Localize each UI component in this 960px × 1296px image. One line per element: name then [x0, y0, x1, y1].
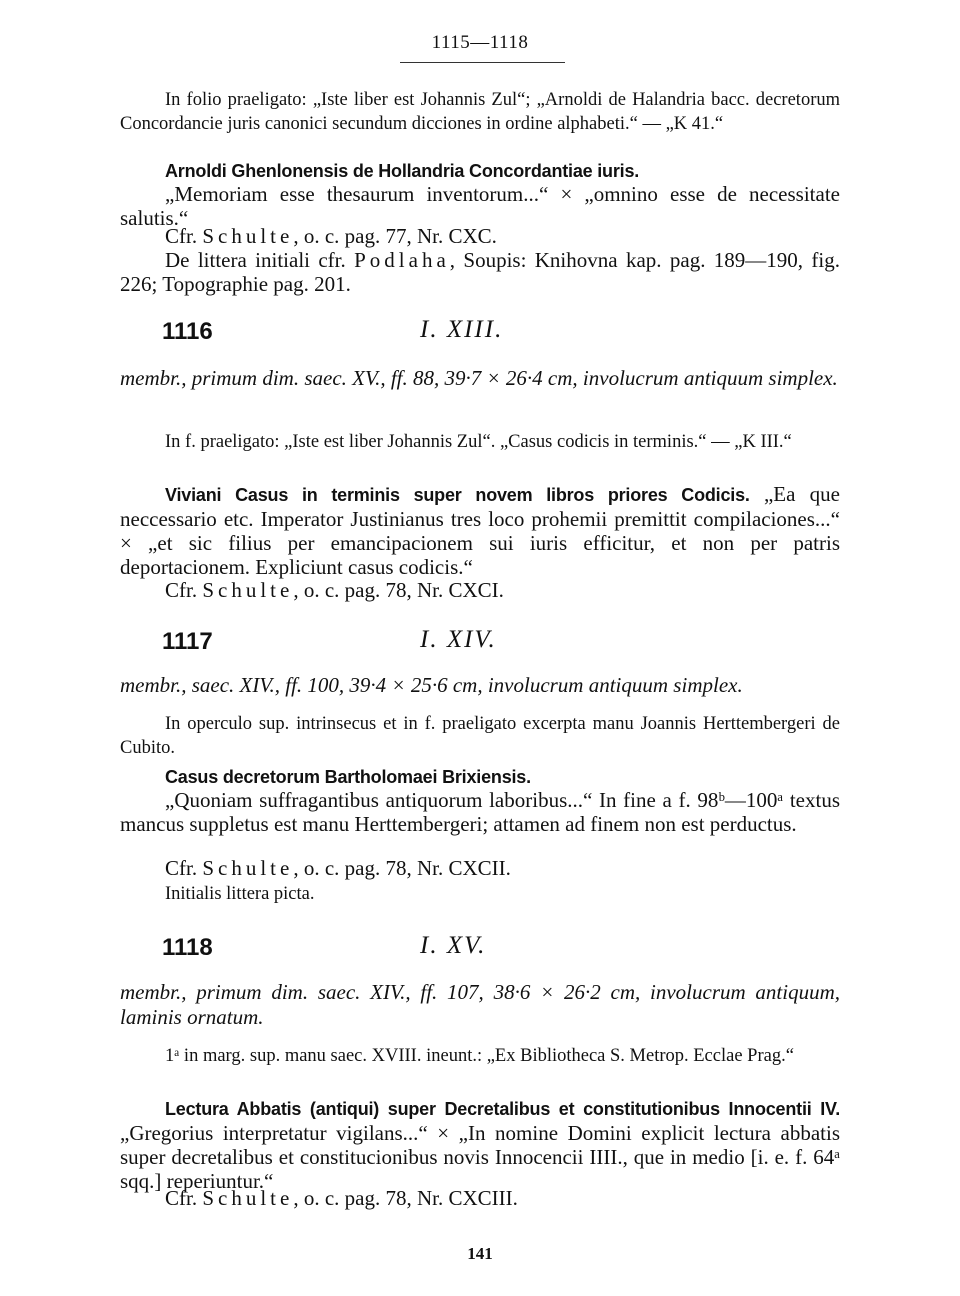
- entry-1117-cfr: [120, 856, 840, 880]
- entry-1117-note: In operculo sup. intrinsecus et in f. praeligato excerpta manu Joannis Herttembergeri de Cubito.: [120, 714, 840, 758]
- entry-1116-note: In f. praeligato: „Iste est liber Johannis Zul“. „Casus codicis in terminis.“ — „K III.“: [165, 432, 792, 452]
- entry-1116-text: [120, 482, 840, 579]
- entry-1117-description: membr., saec. XIV., ff. 100, 39·4 × 25·6 cm, involucrum antiquum simplex.: [120, 673, 743, 697]
- cfr-reference: , o. c. pag. 78, Nr. CXCI.: [293, 578, 504, 602]
- entry-1117-signature: I. XIV.: [420, 626, 497, 653]
- cfr-label: Cfr.: [165, 578, 198, 602]
- entry-1118-number: 1118: [162, 934, 213, 961]
- cfr-author: Schulte: [202, 856, 294, 880]
- page-header: 1115—1118: [431, 32, 529, 53]
- entry-1117-initial-note: Initialis littera picta.: [165, 884, 315, 904]
- cfr-label: Cfr.: [165, 856, 198, 880]
- entry-1118-cfr: [120, 1186, 840, 1210]
- cfr-reference: , o. c. pag. 78, Nr. CXCIII.: [293, 1186, 518, 1210]
- entry-1118-text: [120, 1096, 840, 1193]
- initial-label: De littera initiali cfr.: [165, 248, 346, 272]
- cfr-reference: , o. c. pag. 77, Nr. CXC.: [293, 224, 497, 248]
- entry-1115-note: In folio praeligato: „Iste liber est Johannis Zul“; „Arnoldi de Halandria bacc. decretorum Concordancie juris canonici secundum dicciones in ordine alphabeti.“ — „K 41.“: [120, 90, 840, 134]
- entry-1116-signature: I. XIII.: [420, 316, 504, 343]
- entry-1118-note: 1ᵃ in marg. sup. manu saec. XVIII. ineunt.: „Ex Bibliotheca S. Metrop. Ecclae Prag.“: [165, 1046, 794, 1066]
- entry-1116-number: 1116: [162, 318, 213, 345]
- entry-1117-title: Casus decretorum Bartholomaei Brixiensis.: [165, 767, 531, 787]
- entry-1118-signature: I. XV.: [420, 932, 487, 959]
- entry-1116-body: „Ea que neccessario etc. Imperator Justinianus tres loco prohemii premittit compilaciones...“ × „et sic filius per emancipacionem sui iuris efficitur, et non per patris deportacionem. Expliciunt casus codicis.“: [120, 482, 840, 579]
- page-number: 141: [467, 1244, 493, 1263]
- initial-author: Podlaha: [354, 248, 450, 272]
- header-rule: [400, 62, 565, 63]
- cfr-author: Schulte: [202, 578, 294, 602]
- entry-1118-description: membr., primum dim. saec. XIV., ff. 107, 38·6 × 26·2 cm, involucrum antiquum, laminis ornatum.: [120, 980, 840, 1029]
- entry-1115-initial-note: [120, 248, 840, 296]
- entry-1115-title: Arnoldi Ghenlonensis de Hollandria Concordantiae iuris.: [165, 161, 640, 181]
- entry-1117-body: „Quoniam suffragantibus antiquorum laboribus...“ In fine a f. 98ᵇ—100ᵃ textus mancus suppletus est manu Herttembergeri; attamen ad finem non est perductus.: [120, 788, 840, 836]
- cfr-author: Schulte: [202, 1186, 294, 1210]
- cfr-label: Cfr.: [165, 224, 198, 248]
- entry-1115-incipit: „Memoriam esse thesaurum inventorum...“ × „omnino esse de necessitate salutis.“: [120, 182, 840, 230]
- entry-1118-body: „Gregorius interpretatur vigilans...“ × „In nomine Domini explicit lectura abbatis super decretalibus et constitucionibus novis Innocencii IIII., que in medio [i. e. f. 64ᵃ sqq.] reperiuntur.“: [120, 1121, 840, 1193]
- entry-1117-number: 1117: [162, 628, 213, 655]
- entry-1116-cfr: [120, 578, 840, 602]
- initial-reference: , Soupis: Knihovna kap. pag. 189—190, fig. 226; Topographie pag. 201.: [120, 248, 840, 296]
- entry-1116-title: Viviani Casus in terminis super novem libros priores Codicis.: [165, 485, 750, 505]
- entry-1116-description: membr., primum dim. saec. XV., ff. 88, 39·7 × 26·4 cm, involucrum antiquum simplex.: [120, 366, 838, 390]
- entry-1118-title: Lectura Abbatis (antiqui) super Decretalibus et constitutionibus Innocentii IV.: [165, 1099, 840, 1119]
- cfr-author: Schulte: [202, 224, 294, 248]
- cfr-reference: , o. c. pag. 78, Nr. CXCII.: [293, 856, 511, 880]
- cfr-label: Cfr.: [165, 1186, 198, 1210]
- entry-1115-cfr: [120, 224, 840, 248]
